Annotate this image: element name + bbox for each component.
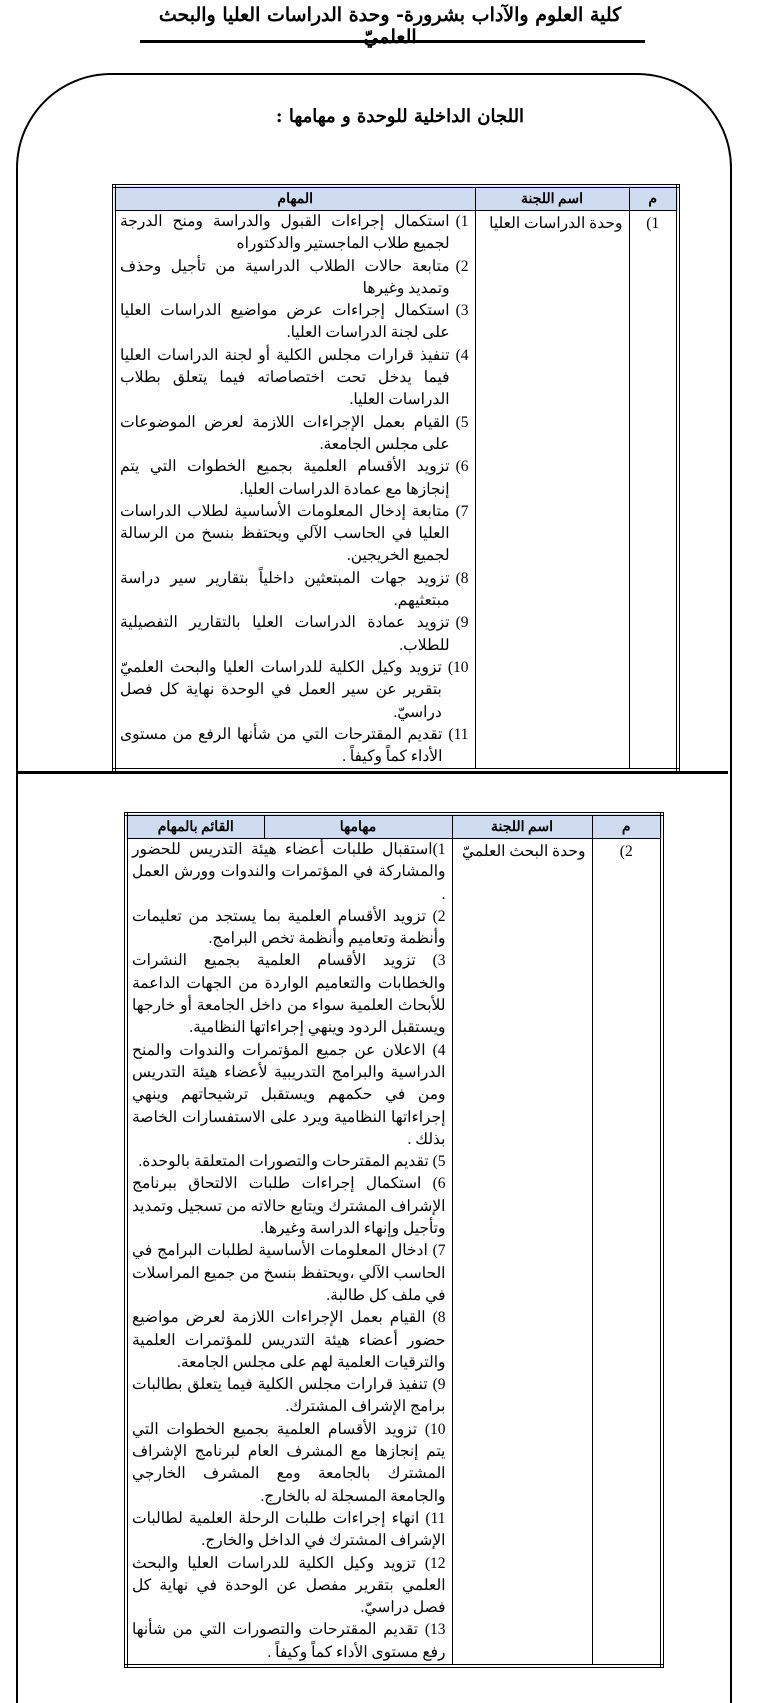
list-item [120,612,469,657]
list-item [120,300,469,345]
list-item: 10) تزويد الأقسام العلمية بجميع الخطوات التي يتم إنجازها مع المشرف العام لبرنامج الإشراف المشترك بالجامعة ومع المشرف الخارجي والجامعة المسجلة له بالخارج. [132,1420,446,1505]
task-number: 6) [455,458,469,476]
committee-table-1 [112,184,680,772]
task-text: تنفيذ قرارات مجلس الكلية أو لجنة الدراسات العليا فيما يدخل تحت اختصاصاته فيما يتعلق بطلاب الدراسات العليا. [120,346,450,409]
col-header-committee: اسم اللجنة [452,814,592,839]
task-text: تزويد وكيل الكلية للدراسات العليا والبحث العلميّ بتقرير عن سير العمل في الوحدة نهاية كل فصل دراسيّ. [120,658,442,721]
task-text: تزويد جهات المبتعثين داخلياً بتقارير سير دراسة مبتعثيهم. [120,569,450,610]
list-item [120,256,469,301]
committee-name: وحدة الدراسات العليا [475,211,629,771]
task-text: تزويد عمادة الدراسات العليا بالتقارير التفصيلية للطلاب. [120,614,450,654]
tasks-cell [114,211,475,771]
task-number: 5) [455,413,469,431]
committee-table-2 [124,812,664,1668]
list-item: 4) الاعلان عن جميع المؤتمرات والندوات والمنح الدراسية والبرامج التدريبية لأعضاء هيئة التدريس ومن في حكمهم ويستقبل ترشيحاتهم وينهي إجراءاتها النظامية ويرد على الاستفسارات الخاصة بذلك . [132,1041,446,1148]
col-header-responsible: القائم بالمهام [126,814,264,839]
row-number: 2) [592,839,662,1666]
task-text: استكمال إجراءات القبول والدراسة ومنح الدرجة لجميع طلاب الماجستير والدكتوراه [120,213,450,253]
task-number: 10) [447,658,469,676]
col-header-tasks: مهامها [264,814,452,839]
list-item: 1)استقبال طلبات أعضاء هيئة التدريس للحضور والمشاركة في المؤتمرات والندوات وورش العمل . [132,841,446,903]
task-text: تزويد الأقسام العلمية بجميع الخطوات التي يتم إنجازها مع عمادة الدراسات العليا. [120,458,450,498]
list-item [120,456,469,501]
list-item: 2) تزويد الأقسام العلمية بما يستجد من تعليمات وأنظمة وتعاميم وأنظمة تخص البرامج. [132,907,446,948]
row-number: 1) [629,211,678,771]
table-row [114,211,678,771]
task-number: 1) [455,213,469,230]
task-text: القيام بعمل الإجراءات اللازمة لعرض الموضوعات على مجلس الجامعة. [120,413,450,453]
list-item: 9) تنفيذ قرارات مجلس الكلية فيما يتعلق بطالبات برامج الإشراف المشترك. [132,1376,446,1416]
list-item: 13) تقديم المقترحات والتصورات التي من شأنها رفع مستوى الأداء كماً وكيفاً . [132,1621,446,1661]
list-item: 8) القيام بعمل الإجراءات اللازمة لعرض مواضيع حضور أعضاء هيئة التدريس للمؤتمرات العلمية والترقيات العلمية لهم على مجلس الجامعة. [132,1309,446,1371]
task-text: متابعة حالات الطلاب الدراسية من تأجيل وحذف وتمديد وغيرها [120,257,450,297]
document-title: كلية العلوم والآداب بشرورة- وحدة الدراسات العليا والبحث العلميّ [158,4,622,48]
task-number: 11) [448,725,469,743]
list-item [120,657,469,724]
tasks-cell [126,839,452,1666]
task-text: استكمال إجراءات عرض مواضيع الدراسات العليا على لجنة الدراسات العليا. [120,302,450,342]
list-item: 12) تزويد وكيل الكلية للدراسات العليا والبحث العلمي بتقرير مفصل عن الوحدة في نهاية كل فصل دراسيّ. [132,1554,446,1617]
list-item: 7) ادخال المعلومات الأساسية لطلبات البرامج في الحاسب الآلي ،ويحتفظ بنسخ من جميع المراسلات في ملف كل طالبة. [132,1242,446,1304]
list-item: 5) تقديم المقترحات والتصورات المتعلقة بالوحدة. [138,1153,446,1171]
title-underline [140,40,645,43]
task-text: متابعة إدخال المعلومات الأساسية لطلاب الدراسات العليا في الحاسب الآلي ويحتفظ بنسخ من الرسالة لجميع الخريجين. [120,502,450,565]
list-item [120,724,469,769]
task-number: 2) [455,257,469,275]
task-number: 4) [455,346,469,364]
col-header-committee: اسم اللجنة [475,186,629,211]
list-item [120,501,469,568]
section-heading: اللجان الداخلية للوحدة و مهامها : [275,106,525,127]
list-item [120,568,469,613]
task-number: 8) [455,569,469,587]
col-header-num: م [592,814,662,839]
list-item: 3) تزويد الأقسام العلمية بجميع النشرات والخطابات والتعاميم الواردة من الجهات الداعمة للأبحاث العلمية سواء من داخل الجامعة أو خارجها ويستقبل الردود وينهي إجراءاتها النظامية. [132,952,446,1037]
task-text: تقديم المقترحات التي من شأنها الرفع من مستوى الأداء كماً وكيفاً . [120,725,443,766]
table-row [126,839,662,1666]
list-item: 6) استكمال إجراءات طلبات الالتحاق ببرنامج الإشراف المشترك ويتابع حالاته من تسجيل وتمديد وتأجيل وإنهاء الدراسة وغيرها. [132,1175,446,1238]
col-header-tasks: المهام [114,186,475,211]
task-number: 7) [455,502,469,520]
list-item: 11) انهاء إجراءات طلبات الرحلة العلمية لطالبات الإشراف المشترك في الداخل والخارج. [132,1509,446,1550]
task-number: 9) [455,614,469,632]
list-item [120,345,469,412]
table-header-row [114,186,678,211]
col-header-num: م [629,186,678,211]
list-item [120,412,469,457]
table-header-row [126,814,662,839]
list-item [120,211,469,256]
committee-name: وحدة البحث العلميّ [452,839,592,1666]
task-number: 3) [455,302,469,320]
